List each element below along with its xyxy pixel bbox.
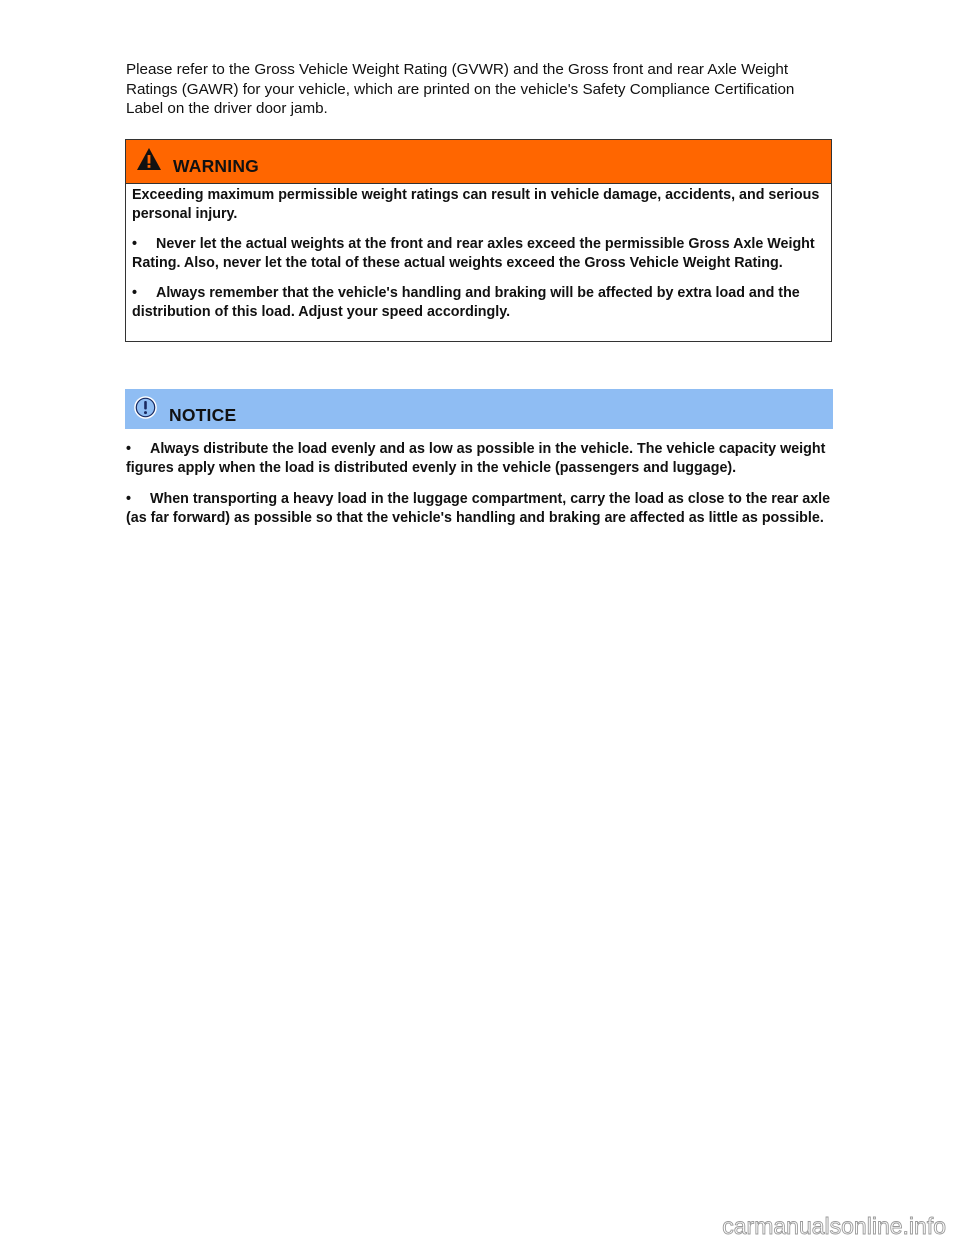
warning-bullet-1: [132, 235, 825, 272]
warning-bullet-text: Never let the actual weights at the front and rear axles exceed the permissible Gross Axle Weight Rating. Also, never let the total of these actual weights exceed the Gross Vehicle Weight Rating.: [132, 236, 815, 271]
notice-header: [125, 389, 833, 429]
bullet-glyph: •: [132, 285, 138, 301]
warning-bullet-text: Always remember that the vehicle's handling and braking will be affected by extra load and the distribution of this load. Adjust your speed accordingly.: [132, 285, 800, 320]
notice-bullet-1: [126, 440, 832, 477]
watermark-text: carmanualsonline.info: [722, 1213, 946, 1239]
notice-body: [126, 440, 832, 540]
warning-body: [126, 184, 831, 321]
notice-bullet-text: Always distribute the load evenly and as low as possible in the vehicle. The vehicle capacity weight figures apply when the load is distributed evenly in the vehicle (passengers and luggage).: [126, 441, 826, 476]
bullet-glyph: •: [126, 441, 132, 457]
bullet-glyph: •: [126, 491, 132, 507]
notice-bullet-2: [126, 490, 832, 527]
warning-triangle-icon: [136, 146, 162, 172]
warning-bullet-2: [132, 284, 825, 321]
warning-header: [126, 140, 831, 184]
warning-lead: Exceeding maximum permissible weight ratings can result in vehicle damage, accidents, and serious personal injury.: [132, 187, 820, 222]
notice-bullet-text: When transporting a heavy load in the luggage compartment, carry the load as close to the rear axle (as far forward) as possible so that the vehicle's handling and braking are affected as little as possible.: [126, 491, 831, 526]
warning-box: [125, 139, 832, 342]
exclamation-circle-icon: [133, 395, 158, 420]
watermark: [588, 1212, 948, 1240]
warning-title: WARNING: [173, 156, 259, 176]
intro-paragraph: Please refer to the Gross Vehicle Weight Rating (GVWR) and the Gross front and rear Axle Weight Ratings (GAWR) for your vehicle, which are printed on the vehicle's Safety Compliance Certification Label on the driver door jamb.: [126, 61, 795, 117]
bullet-glyph: •: [132, 236, 138, 252]
notice-title: NOTICE: [169, 405, 237, 425]
